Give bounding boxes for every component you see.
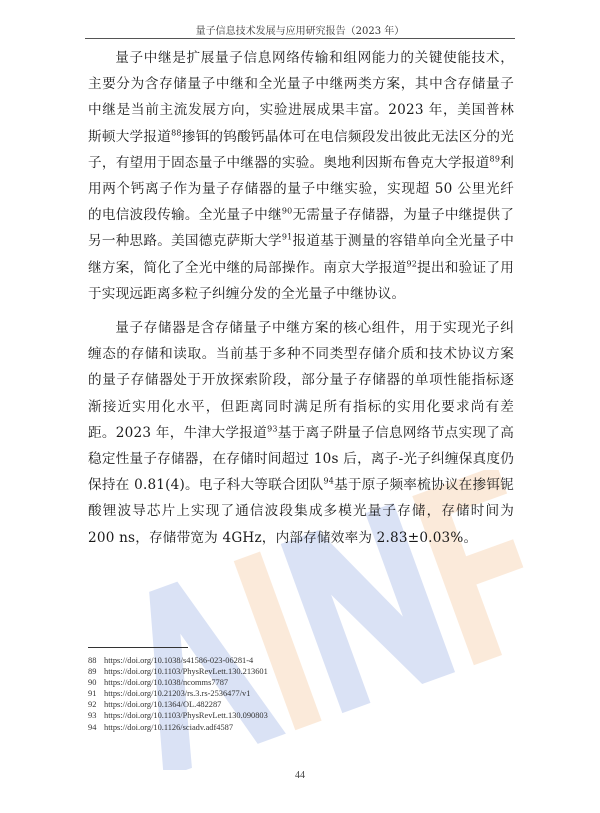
paragraph-quantum-repeater [88,45,514,307]
footnotes [88,655,518,733]
footnote-item [88,655,518,666]
footnote-item [88,677,518,688]
body-text [88,45,514,559]
page-header: 量子信息技术发展与应用研究报告（2023 年） [195,26,405,37]
footnote-number: 90 [88,678,97,688]
footnote-ref[interactable]: 90 [281,206,293,216]
footnote-number: 93 [88,711,97,721]
footnote-number: 92 [88,700,97,710]
footnote-item [88,688,518,699]
footnote-link[interactable]: https://doi.org/10.21203/rs.3.rs-2536477/v1 [104,689,251,699]
header-rule [85,38,515,39]
footnote-item [88,722,518,733]
footnote-number: 89 [88,667,97,677]
footnote-link[interactable]: https://doi.org/10.1126/sciadv.adf4587 [104,722,234,732]
footnote-link[interactable]: https://doi.org/10.1038/s41586-023-06281-4 [104,656,254,665]
footnote-ref[interactable]: 92 [406,259,418,269]
footnote-link[interactable]: https://doi.org/10.1103/PhysRevLett.130.090803 [104,711,268,721]
text-run: 量子存储器是含存储量子中继方案的核心组件，用于实现光子纠缠态的存储和读取。当前基于多种不同类型存储介质和技术协议方案的量子存储器处于开放探索阶段，部分量子存储器的单项性能指标逐渐接近实用化水平，但距离同时满足所有指标的实用化要求尚有差距。2023 年，牛津大学报道 [88,320,514,441]
footnote-ref[interactable]: 89 [489,154,501,164]
footnote-item [88,666,518,677]
footnote-rule [88,647,188,648]
text-run: 无需量子存储器，为量子中继提供了另一种思路。美国德克萨斯大学 [88,207,514,250]
footnote-link[interactable]: https://doi.org/10.1103/PhysRevLett.130.213601 [104,667,268,677]
footnote-number: 94 [88,722,97,732]
footnote-ref[interactable]: 93 [267,424,278,434]
footnote-ref[interactable]: 88 [171,128,182,138]
footnote-link[interactable]: https://doi.org/10.1364/OL.482287 [104,700,222,710]
footnote-number: 91 [88,689,97,699]
footnote-number: 88 [88,656,97,665]
footnote-ref[interactable]: 94 [323,476,335,486]
footnote-link[interactable]: https://doi.org/10.1038/ncomms7787 [104,678,229,688]
text-run: 报道基于测量的容错单向全光量子中继方案，简化了全光中继的局部操作。南京大学报道 [88,233,514,276]
text-run: 利用两个钙离子作为量子存储器的量子中继实验，实现超 50 公里光纤的电信波段传输。全光量子中继 [88,154,514,224]
text-run: 提出和验证了用于实现远距离多粒子纠缠分发的全光量子中继协议。 [88,259,514,302]
text-run: 基于原子频率梳协议在掺铒铌酸锂波导芯片上实现了通信波段集成多模光量子存储，存储时间为 200 ns，存储带宽为 4GHz，内部存储效率为 2.83±0.03%。 [88,477,514,546]
paragraph-quantum-memory [88,315,514,551]
footnote-ref[interactable]: 91 [281,232,293,242]
text-run: 量子中继是扩展量子信息网络传输和组网能力的关键使能技术，主要分为含存储量子中继和全光量子中继两类方案，其中含存储量子中继是当前主流发展方向，实验进展成果丰富。2023 年，美国普林斯顿大学报道 [88,50,514,145]
text-run: 基于离子阱量子信息网络节点实现了高稳定性量子存储器，在存储时间超过 10s 后，离子-光子纠缠保真度仍保持在 0.81(4)。电子科大等联合团队 [88,424,514,494]
text-run: 掺铒的钨酸钙晶体可在电信频段发出彼此无法区分的光子，有望用于固态量子中继器的实验。奥地利因斯布鲁克大学报道 [88,128,514,171]
footnote-item [88,710,518,721]
page-number: 44 [295,770,305,781]
footnote-item [88,699,518,710]
